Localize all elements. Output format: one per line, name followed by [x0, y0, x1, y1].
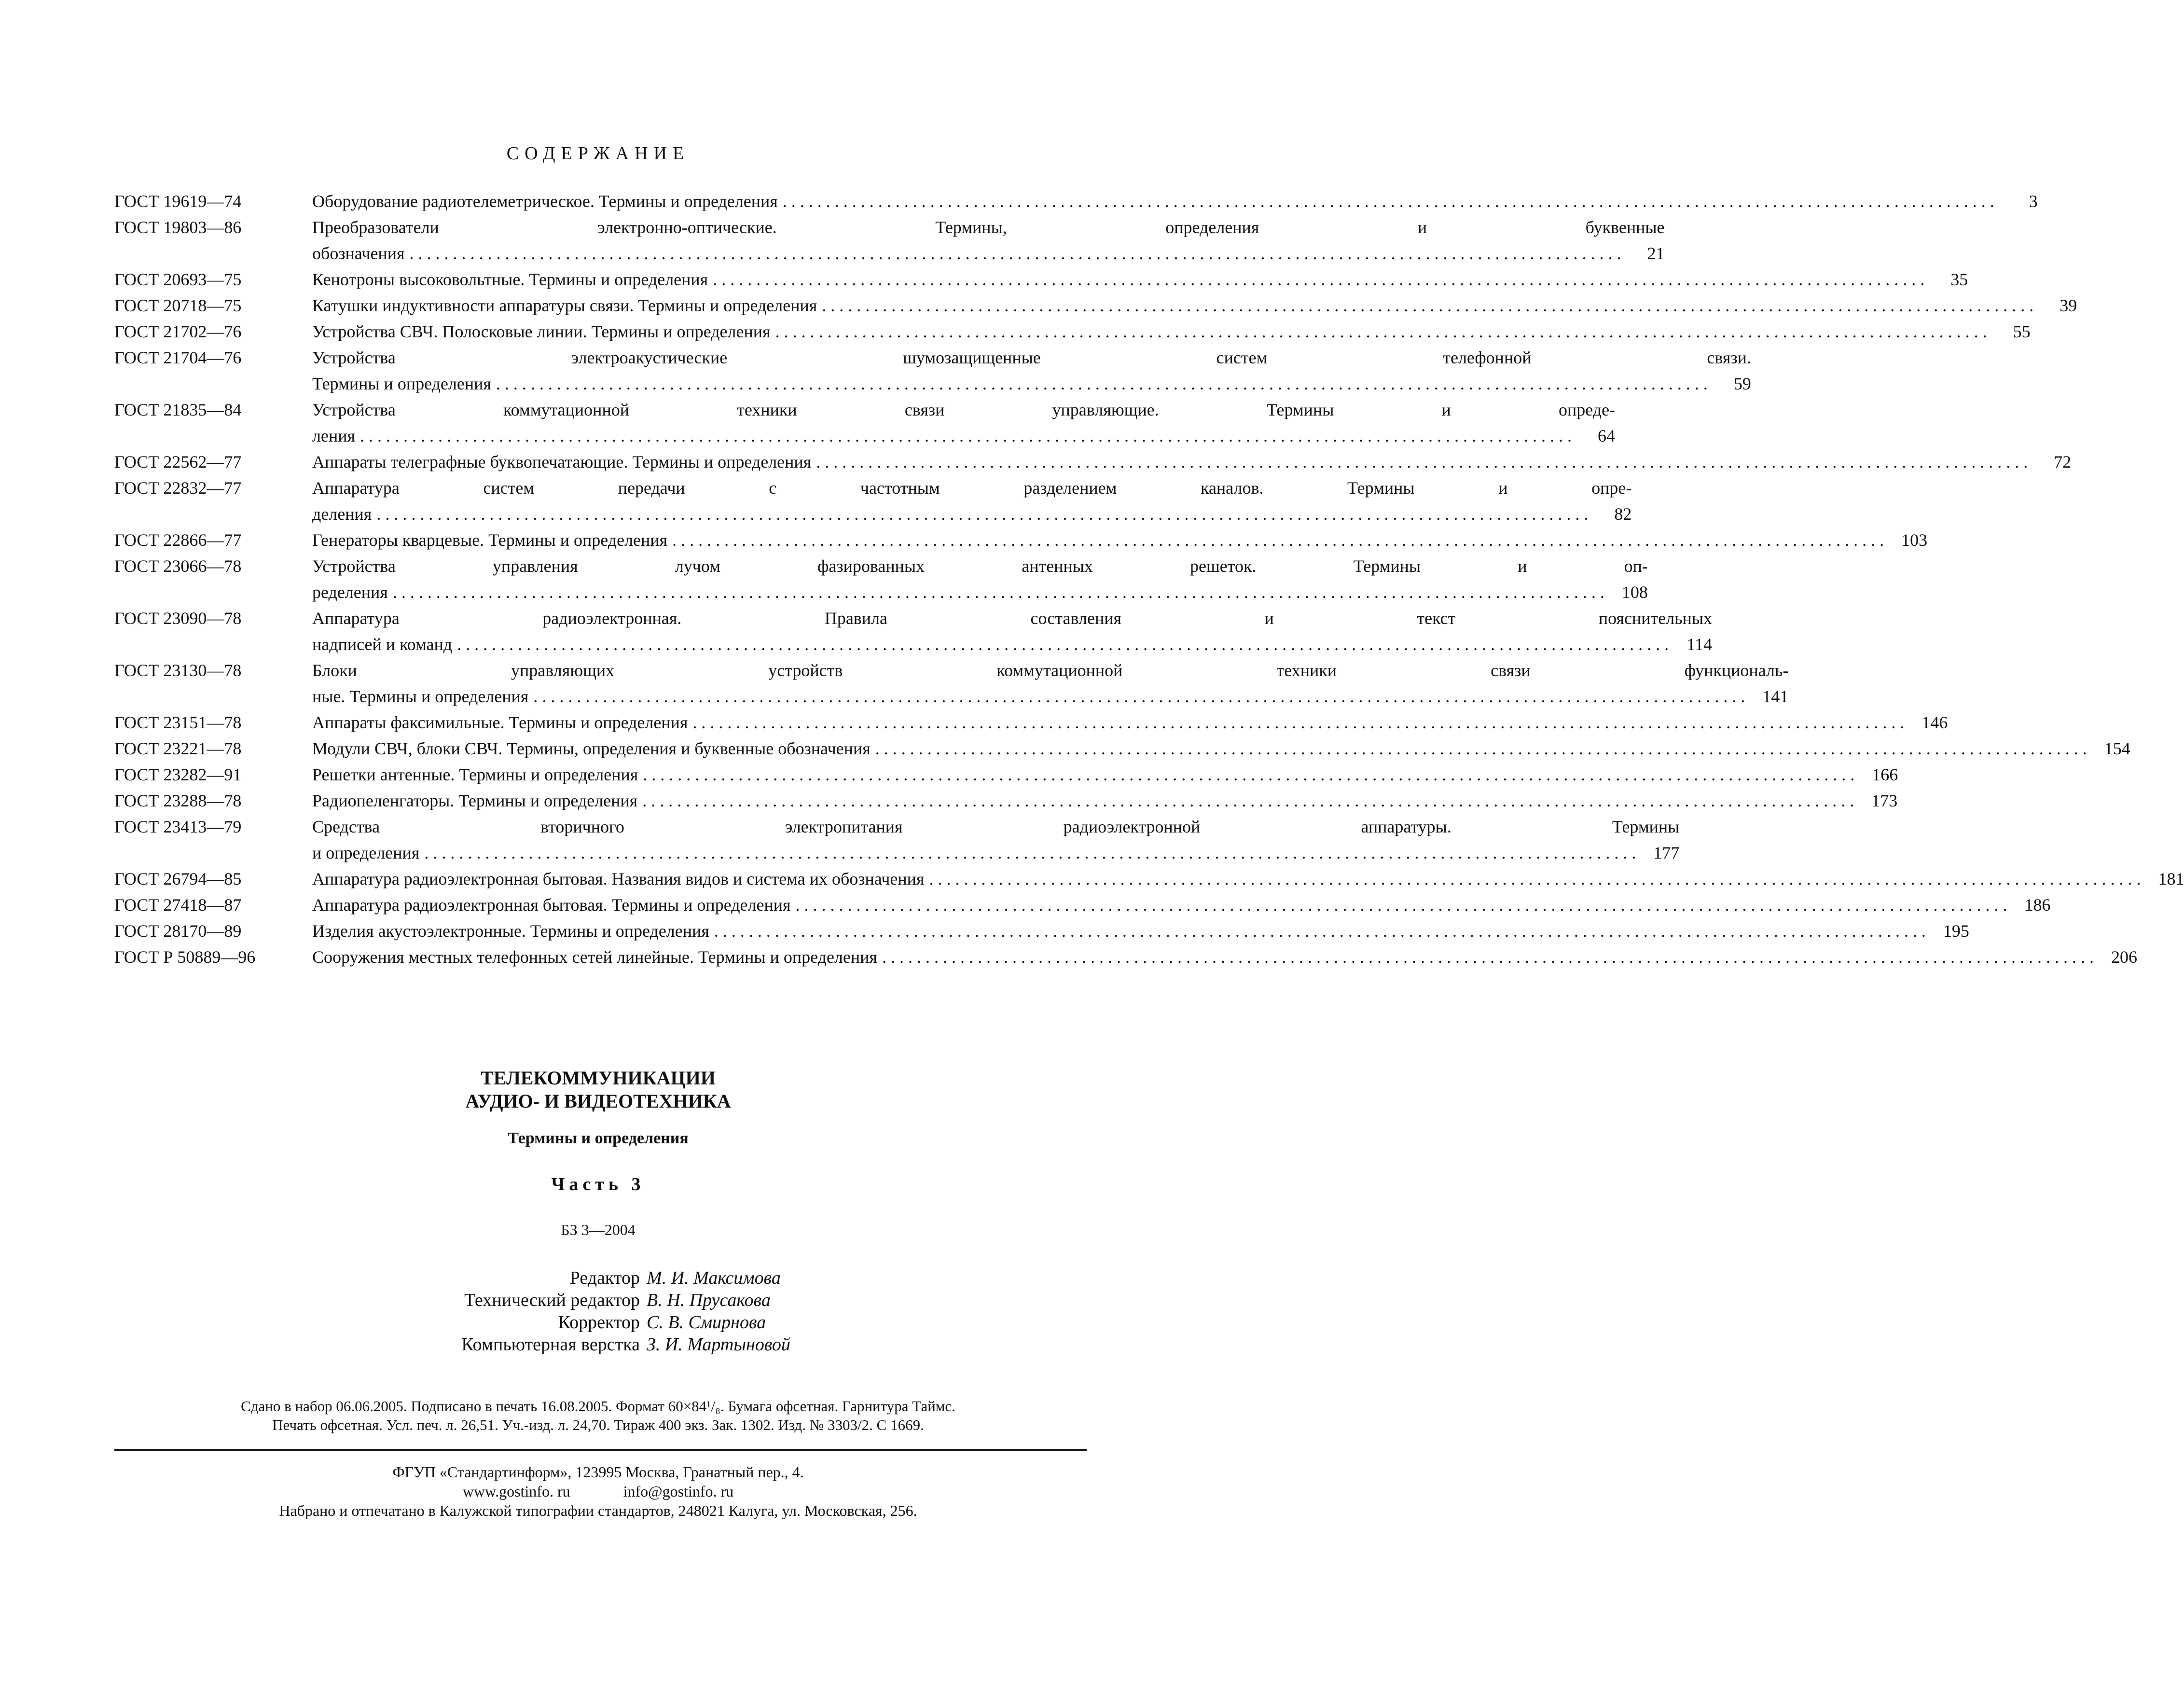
- toc-entry-title: [312, 292, 2077, 319]
- toc-dot-leader: [778, 188, 1994, 214]
- toc-dot-leader: [811, 449, 2028, 475]
- toc-entry-page: 103: [1901, 530, 1928, 550]
- toc-entry[interactable]: [114, 605, 1713, 657]
- publication-details: [0, 1397, 1196, 1434]
- credits-block: [0, 1267, 1196, 1356]
- toc-entry-code: ГОСТ 23066—78: [114, 556, 242, 576]
- toc-entry-title-line: Блоки управляющих устройств коммутационной техники связи функциональ-: [312, 661, 1789, 680]
- toc-entry-code: ГОСТ 23130—78: [114, 661, 242, 680]
- toc-entry-page: 64: [1598, 426, 1616, 445]
- toc-entry[interactable]: [114, 892, 2051, 918]
- toc-entry-code: ГОСТ Р 50889—96: [114, 947, 256, 967]
- toc-dot-leader: [817, 292, 2033, 319]
- toc-entry-code: ГОСТ 19619—74: [114, 192, 242, 211]
- toc-entry-title-text: Модули СВЧ, блоки СВЧ. Термины, определения и буквенные обозначения: [312, 739, 871, 758]
- book-title: [0, 1067, 1196, 1113]
- toc-entry-title: [312, 814, 1679, 866]
- toc-entry-code: ГОСТ 27418—87: [114, 895, 242, 915]
- toc-entry[interactable]: [114, 188, 2038, 214]
- toc-entry-title-text: Аппаратура радиоэлектронная бытовая. Названия видов и система их обозначения: [312, 869, 925, 888]
- toc-entry-page: 141: [1762, 687, 1789, 706]
- toc-entry[interactable]: [114, 735, 2130, 762]
- toc-entry-last-line: [312, 527, 1927, 553]
- toc-entry-page: 35: [1950, 270, 1968, 289]
- toc-entry-code: ГОСТ 20718—75: [114, 296, 242, 315]
- toc-entry-page: 177: [1653, 843, 1680, 862]
- toc-entry-page: 72: [2054, 452, 2072, 472]
- toc-entry-page: 108: [1621, 583, 1648, 602]
- toc-entry[interactable]: [114, 944, 2137, 970]
- toc-entry[interactable]: [114, 788, 1898, 814]
- book-title-line-2: АУДИО- И ВИДЕОТЕХНИКА: [465, 1090, 731, 1112]
- toc-entry-title: [312, 527, 1927, 553]
- toc-entry-last-line: [312, 709, 1948, 735]
- toc-entry[interactable]: [114, 553, 1648, 605]
- publication-line-2: Печать офсетная. Усл. печ. л. 26,51. Уч.-изд. л. 24,70. Тираж 400 экз. Зак. 1302. Изд. № 3303/2. С 1669.: [272, 1416, 924, 1433]
- toc-entry-page: 39: [2060, 296, 2077, 315]
- publisher-footer: [0, 1462, 1196, 1520]
- toc-entry-title-line: Устройства электроакустические шумозащищенные систем телефонной связи.: [312, 348, 1751, 367]
- toc-entry-last-line: [312, 501, 1631, 527]
- toc-dot-leader: [419, 840, 1636, 866]
- toc-entry-title: [312, 709, 1948, 735]
- toc-entry-title-text: надписей и команд: [312, 635, 453, 654]
- toc-entry-title: [312, 892, 2051, 918]
- toc-entry[interactable]: [114, 214, 1665, 266]
- publisher-address: ФГУП «Стандартинформ», 123995 Москва, Гранатный пер., 4.: [392, 1463, 804, 1481]
- toc-entry-last-line: [312, 840, 1679, 866]
- toc-entry-page: 181: [2158, 869, 2184, 888]
- toc-entry-title-line: Устройства управления лучом фазированных антенных решеток. Термины и оп-: [312, 556, 1648, 576]
- toc-entry-code: ГОСТ 22832—77: [114, 478, 242, 498]
- toc-entry[interactable]: [114, 292, 2077, 319]
- credit-name: З. И. Мартыновой: [647, 1334, 790, 1355]
- credit-role: Корректор: [558, 1312, 640, 1332]
- book-part: Часть 3: [551, 1174, 645, 1194]
- toc-entry-page: 3: [2029, 192, 2038, 211]
- toc-entry-page: 82: [1614, 504, 1632, 524]
- toc-entry[interactable]: [114, 266, 1968, 292]
- toc-entry-code: ГОСТ 19803—86: [114, 218, 242, 237]
- toc-entry-code: ГОСТ 23413—79: [114, 817, 242, 836]
- toc-entry-title: [312, 449, 2071, 475]
- toc-entry[interactable]: [114, 657, 1789, 709]
- toc-entry-last-line: [312, 762, 1898, 788]
- toc-entry-code: ГОСТ 23282—91: [114, 765, 242, 784]
- toc-entry-page: 206: [2111, 947, 2137, 967]
- toc-entry-last-line: [312, 240, 1665, 266]
- credit-name: М. И. Максимова: [647, 1268, 781, 1288]
- toc-entry-last-line: [312, 371, 1751, 397]
- toc-entry[interactable]: [114, 527, 1928, 553]
- toc-entry-last-line: [312, 892, 2051, 918]
- toc-entry-title-text: ные. Термины и определения: [312, 687, 529, 706]
- toc-entry-title: [312, 944, 2137, 970]
- publisher-website-link[interactable]: www.gostinfo. ru: [462, 1483, 570, 1500]
- toc-entry-code: ГОСТ 23151—78: [114, 713, 242, 732]
- toc-list: [114, 188, 2184, 970]
- toc-entry-title-text: ределения: [312, 583, 388, 602]
- toc-entry-title-text: Радиопеленгаторы. Термины и определения: [312, 791, 638, 810]
- toc-entry-last-line: [312, 292, 2077, 319]
- credit-role: Компьютерная верстка: [461, 1334, 640, 1355]
- toc-title: СОДЕРЖАНИЕ: [506, 143, 690, 164]
- toc-dot-leader: [388, 579, 1604, 605]
- toc-entry[interactable]: [114, 918, 1969, 944]
- toc-entry-title-line: Аппаратура радиоэлектронная. Правила составления и текст пояснительных: [312, 609, 1713, 628]
- toc-entry-title-text: Аппаратура радиоэлектронная бытовая. Термины и определения: [312, 895, 791, 915]
- toc-entry-page: 166: [1872, 765, 1898, 784]
- toc-dot-leader: [871, 735, 2087, 762]
- credit-editor: [0, 1267, 1196, 1289]
- toc-entry-last-line: [312, 944, 2137, 970]
- toc-entry-title: [312, 918, 1969, 944]
- toc-entry-code: ГОСТ 23288—78: [114, 791, 242, 810]
- toc-entry-title: [312, 188, 2038, 214]
- toc-entry-title-text: Изделия акустоэлектронные. Термины и определения: [312, 921, 709, 941]
- book-subtitle: Термины и определения: [508, 1129, 689, 1147]
- toc-entry-code: ГОСТ 28170—89: [114, 921, 242, 941]
- divider-rule: [114, 1449, 1087, 1451]
- toc-entry-title-line: Преобразователи электронно-оптические. Термины, определения и буквенные: [312, 218, 1665, 237]
- toc-entry-last-line: [312, 579, 1648, 605]
- credit-layout: [0, 1333, 1196, 1356]
- credit-tech-editor: [0, 1289, 1196, 1311]
- toc-entry-title-text: Аппараты телеграфные буквопечатающие. Термины и определения: [312, 452, 812, 472]
- printing-house: Набрано и отпечатано в Калужской типографии стандартов, 248021 Калуга, ул. Московская, 256.: [279, 1502, 917, 1519]
- toc-entry-code: ГОСТ 20693—75: [114, 270, 242, 289]
- toc-dot-leader: [528, 683, 1745, 709]
- toc-entry-title-text: Устройства СВЧ. Полосковые линии. Термины и определения: [312, 322, 771, 341]
- toc-dot-leader: [638, 762, 1854, 788]
- toc-entry-title-line: Аппаратура систем передачи с частотным разделением каналов. Термины и опре-: [312, 478, 1632, 498]
- toc-entry-title-text: Катушки индуктивности аппаратуры связи. Термины и определения: [312, 296, 817, 315]
- toc-entry-last-line: [312, 918, 1969, 944]
- toc-dot-leader: [637, 788, 1854, 814]
- credit-proofreader: [0, 1311, 1196, 1333]
- toc-entry[interactable]: [114, 449, 2072, 475]
- toc-entry-last-line: [312, 188, 2038, 214]
- toc-entry-code: ГОСТ 21702—76: [114, 322, 242, 341]
- toc-entry-title: [312, 214, 1665, 266]
- toc-dot-leader: [452, 631, 1669, 657]
- toc-entry-page: 59: [1733, 374, 1751, 393]
- toc-entry[interactable]: [114, 709, 1948, 735]
- credit-name: В. Н. Прусакова: [647, 1290, 771, 1310]
- toc-entry-page: 186: [2024, 895, 2051, 915]
- toc-dot-leader: [355, 423, 1572, 449]
- toc-entry-code: ГОСТ 21704—76: [114, 348, 242, 367]
- toc-entry-title: [312, 762, 1898, 788]
- toc-entry-title-text: Термины и определения: [312, 374, 491, 393]
- toc-entry-title-line: Средства вторичного электропитания радиоэлектронной аппаратуры. Термины: [312, 817, 1680, 836]
- book-series: БЗ 3—2004: [561, 1221, 636, 1238]
- toc-entry-page: 55: [2013, 322, 2031, 341]
- toc-entry-code: ГОСТ 26794—85: [114, 869, 242, 888]
- toc-entry-title-text: Кенотроны высоковольтные. Термины и определения: [312, 270, 708, 289]
- toc-entry-page: 173: [1871, 791, 1898, 810]
- toc-dot-leader: [877, 944, 2094, 970]
- toc-dot-leader: [708, 266, 1924, 292]
- toc-entry-page: 114: [1686, 635, 1713, 654]
- toc-entry-title: [312, 735, 2130, 762]
- toc-entry-title: [312, 605, 1712, 657]
- toc-dot-leader: [771, 319, 1987, 345]
- toc-entry-last-line: [312, 319, 2031, 345]
- toc-entry-title: [312, 553, 1648, 605]
- toc-entry-code: ГОСТ 22866—77: [114, 530, 242, 550]
- toc-entry-last-line: [312, 683, 1788, 709]
- toc-entry-title-text: Сооружения местных телефонных сетей линейные. Термины и определения: [312, 947, 877, 967]
- publication-line-1: Сдано в набор 06.06.2005. Подписано в печать 16.08.2005. Формат 60×84¹/₈. Бумага офсетная. Гарнитура Таймс.: [241, 1398, 955, 1415]
- toc-entry-title-text: Решетки антенные. Термины и определения: [312, 765, 638, 784]
- toc-entry-title-text: Оборудование радиотелеметрическое. Термины и определения: [312, 192, 778, 211]
- toc-entry[interactable]: [114, 475, 1632, 527]
- toc-entry-title: [312, 866, 2184, 892]
- toc-entry-page: 21: [1647, 244, 1665, 263]
- toc-entry-title: [312, 266, 1968, 292]
- toc-entry-title: [312, 319, 2031, 345]
- toc-dot-leader: [688, 709, 1904, 735]
- toc-entry-code: ГОСТ 22562—77: [114, 452, 242, 472]
- toc-entry[interactable]: [114, 866, 2184, 892]
- toc-entry[interactable]: [114, 345, 1751, 397]
- toc-entry-title-text: деления: [312, 504, 372, 524]
- toc-dot-leader: [791, 892, 2007, 918]
- toc-entry-title-text: Аппараты факсимильные. Термины и определения: [312, 713, 688, 732]
- credit-name: С. В. Смирнова: [647, 1312, 766, 1332]
- toc-entry-title: [312, 345, 1751, 397]
- toc-dot-leader: [667, 527, 1884, 553]
- toc-dot-leader: [924, 866, 2141, 892]
- toc-entry-code: ГОСТ 23090—78: [114, 609, 242, 628]
- credit-role: Редактор: [569, 1268, 640, 1288]
- toc-entry-code: ГОСТ 23221—78: [114, 739, 242, 758]
- toc-entry[interactable]: [114, 319, 2031, 345]
- book-title-line-1: ТЕЛЕКОММУНИКАЦИИ: [481, 1067, 716, 1089]
- toc-dot-leader: [405, 240, 1621, 266]
- toc-entry-title-line: Устройства коммутационной техники связи управляющие. Термины и опреде-: [312, 400, 1616, 419]
- toc-entry-page: 146: [1921, 713, 1948, 732]
- toc-entry-page: 154: [2104, 739, 2130, 758]
- toc-entry-last-line: [312, 866, 2184, 892]
- toc-entry-title: [312, 657, 1788, 709]
- toc-entry-title-text: Генераторы кварцевые. Термины и определения: [312, 530, 668, 550]
- toc-entry[interactable]: [114, 397, 1616, 449]
- toc-entry-code: ГОСТ 21835—84: [114, 400, 242, 419]
- toc-entry[interactable]: [114, 762, 1898, 788]
- toc-entry-title-text: ления: [312, 426, 356, 445]
- toc-entry-last-line: [312, 735, 2130, 762]
- toc-entry-last-line: [312, 423, 1615, 449]
- toc-entry[interactable]: [114, 814, 1680, 866]
- toc-dot-leader: [372, 501, 1588, 527]
- toc-entry-title: [312, 475, 1631, 527]
- toc-entry-last-line: [312, 631, 1712, 657]
- toc-entry-title: [312, 788, 1897, 814]
- publisher-contacts: [0, 1482, 1196, 1501]
- toc-entry-page: 195: [1943, 921, 1969, 941]
- publisher-email-link[interactable]: info@gostinfo. ru: [623, 1483, 734, 1500]
- credit-role: Технический редактор: [464, 1290, 640, 1310]
- toc-entry-last-line: [312, 449, 2071, 475]
- toc-entry-last-line: [312, 788, 1897, 814]
- toc-dot-leader: [709, 918, 1926, 944]
- toc-entry-title-text: и определения: [312, 843, 420, 862]
- toc-entry-last-line: [312, 266, 1968, 292]
- toc-dot-leader: [491, 371, 1708, 397]
- toc-entry-title-text: обозначения: [312, 244, 405, 263]
- toc-entry-title: [312, 397, 1615, 449]
